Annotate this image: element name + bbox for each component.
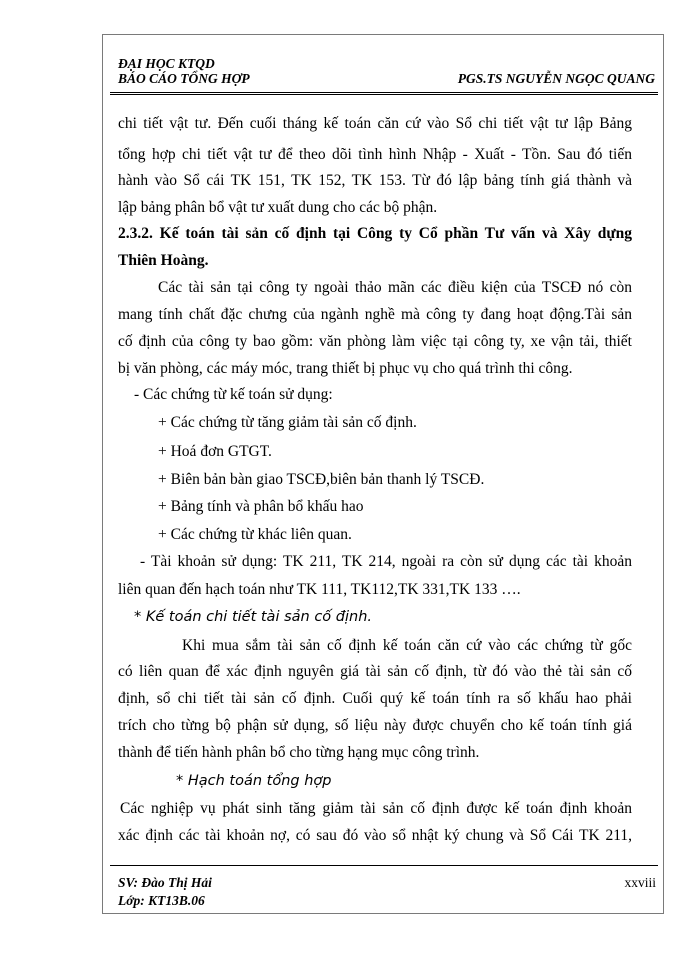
body-line: cố định của công ty bao gồm: văn phòng làm việc tại công ty, xe vận tải, thiết <box>118 333 632 350</box>
list-heading: - Các chứng từ kế toán sử dụng: <box>134 386 333 403</box>
body-line: liên quan đến hạch toán như TK 111, TK112,TK 331,TK 133 …. <box>118 581 521 598</box>
footer-student: SV: Đào Thị Hải <box>118 875 212 890</box>
header-divider <box>110 92 658 95</box>
body-line: Các tài sản tại công ty ngoài thảo mãn các điều kiện của TSCĐ nó còn <box>158 279 632 296</box>
body-line: lập bảng phân bổ vật tư xuất dung cho các bộ phận. <box>118 199 438 216</box>
list-item: + Các chứng từ tăng giảm tài sản cố định. <box>158 414 417 431</box>
body-line: có liên quan để xác định nguyên giá tài sản cố định, từ đó vào thẻ tài sản cố <box>118 663 632 680</box>
list-item: + Hoá đơn GTGT. <box>158 443 272 460</box>
list-item: + Biên bản bàn giao TSCĐ,biên bản thanh lý TSCĐ. <box>158 471 485 488</box>
body-line: mang tính chất đặc chưng của ngành nghề mà công ty đang hoạt động.Tài sản <box>118 306 632 323</box>
body-line: trích cho từng bộ phận sử dụng, số liệu này được chuyển cho kế toán tính giá <box>118 717 632 734</box>
body-line: - Tài khoản sử dụng: TK 211, TK 214, ngoài ra còn sử dụng các tài khoản <box>140 553 632 570</box>
footer-class: Lớp: KT13B.06 <box>118 893 205 908</box>
body-line: Các nghiệp vụ phát sinh tăng giảm tài sản cố định được kế toán định khoản <box>120 800 632 817</box>
footer-left <box>118 874 212 910</box>
body-line: xác định các tài khoản nợ, có sau đó vào sổ nhật ký chung và Sổ Cái TK 211, <box>118 827 632 844</box>
body-line: Khi mua sắm tài sản cố định kế toán căn cứ vào các chứng từ gốc <box>182 637 632 654</box>
header-left <box>118 56 250 86</box>
body-line: bị văn phòng, các máy móc, trang thiết bị phục vụ cho quá trình thi công. <box>118 360 573 377</box>
header-report-title: BÁO CÁO TỔNG HỢP <box>118 71 250 86</box>
page-number: xxviii <box>624 875 656 890</box>
body-line: tổng hợp chi tiết vật tư để theo dõi tình hình Nhập - Xuất - Tồn. Sau đó tiến <box>118 146 632 163</box>
subheading-detail: * Kế toán chi tiết tài sản cố định. <box>134 609 372 625</box>
subheading-summary: * Hạch toán tổng hợp <box>176 773 332 789</box>
header-advisor: PGS.TS NGUYỄN NGỌC QUANG <box>457 71 655 86</box>
body-line: hành vào Sổ cái TK 151, TK 152, TK 153. Từ đó lập bảng tính giá thành và <box>118 172 632 189</box>
list-item: + Các chứng từ khác liên quan. <box>158 526 352 543</box>
section-heading-cont: Thiên Hoàng. <box>118 252 209 269</box>
section-heading: 2.3.2. Kế toán tài sản cố định tại Công ty Cổ phần Tư vấn và Xây dựng <box>118 225 632 242</box>
footer-divider <box>110 865 658 866</box>
body-line: chi tiết vật tư. Đến cuối tháng kế toán căn cứ vào Sổ chi tiết vật tư lập Bảng <box>118 115 632 132</box>
list-item: + Bảng tính và phân bổ khấu hao <box>158 498 364 515</box>
header-school: ĐẠI HỌC KTQD <box>118 56 215 71</box>
body-line: định, sổ chi tiết tài sản cố định. Cuối quý kế toán tính ra số khấu hao phải <box>118 690 632 707</box>
body-line: thành để tiến hành phân bổ cho từng hạng mục công trình. <box>118 744 480 761</box>
